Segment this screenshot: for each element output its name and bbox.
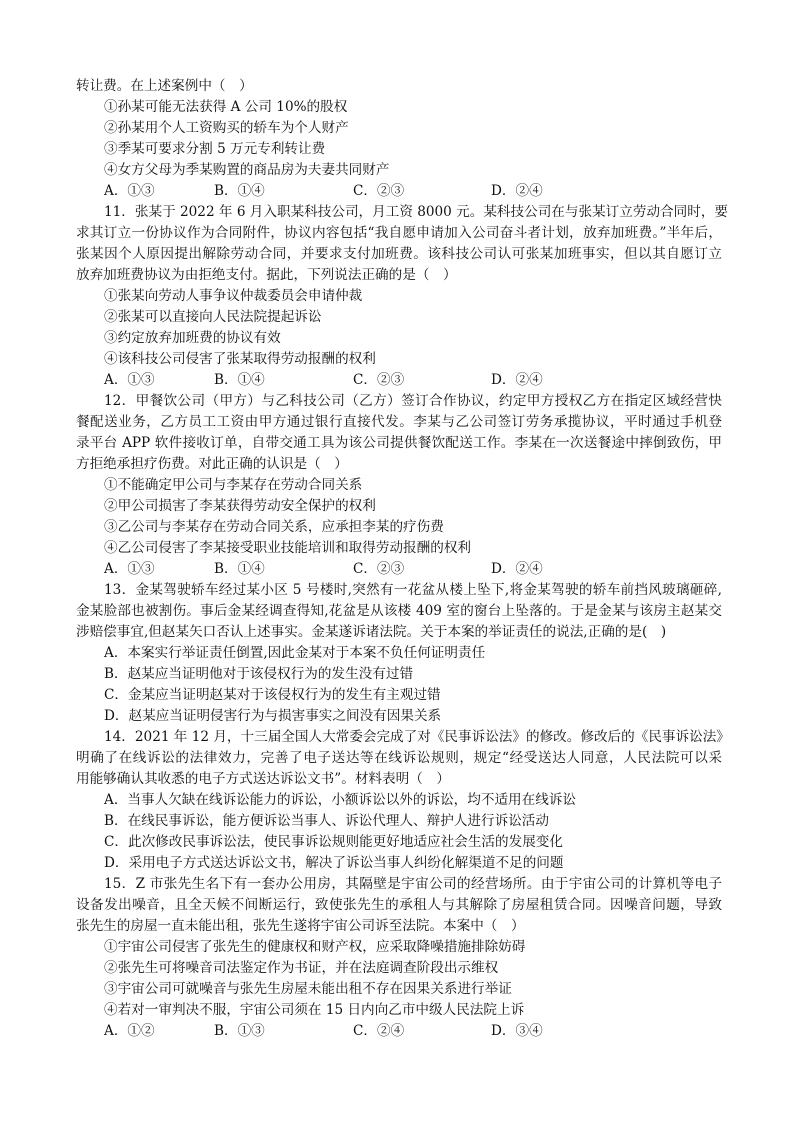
question-15-line-3: 张先生的房屋一直未能出租，张先生遂将宇宙公司诉至法院。本案中（ ） [76,918,525,934]
question-12-line-3: 录平台 APP 软件接收订单，自带交通工具为该公司提供餐饮配送工作。李某在一次送餐途中摔倒致伤，甲 [76,435,722,451]
question-11-option-3: ③约定放弃加班费的协议有效 [104,330,281,346]
question-15-option-4: ④若对一审判决不服，宇宙公司须在 15 日内向乙市中级人民法院上诉 [104,1002,525,1018]
question-10-option-4: ④女方父母为季某购置的商品房为夫妻共同财产 [104,162,390,178]
choice-d[interactable]: D．②④ [491,372,543,388]
question-14-option-d[interactable]: D．采用电子方式送达诉讼文书，解决了诉讼当事人纠纷化解渠道不足的问题 [104,855,564,871]
question-14-line-3: 用能够确认其收悉的电子方式送达诉讼文书”。材料表明（ ） [76,771,450,787]
choice-c[interactable]: C．②③ [353,183,405,199]
question-15-line-1: 15．Z 市张先生名下有一套办公用房，其隔壁是宇宙公司的经营场所。由于宇宙公司的计算机等电子 [104,876,722,892]
choice-a[interactable]: A．①③ [104,372,155,388]
question-14-option-b[interactable]: B．在线民事诉讼，能方便诉讼当事人、诉讼代理人、辩护人进行诉讼活动 [104,813,549,829]
choice-a[interactable]: A．①③ [104,561,155,577]
choice-c[interactable]: C．②③ [353,372,405,388]
question-11-line-4: 放弃加班费协议为由拒绝支付。据此，下列说法正确的是（ ） [76,267,457,283]
question-13-option-b[interactable]: B．赵某应当证明他对于该侵权行为的发生没有过错 [104,666,414,682]
question-13-line-3: 涉赔偿事宜,但赵某矢口否认上述事实。金某遂诉诸法院。关于本案的举证责任的说法,正确的是( ) [76,624,667,640]
choice-b[interactable]: B．①④ [214,561,265,577]
question-13-line-2: 金某脸部也被割伤。事后金某经调查得知,花盆是从该楼 409 室的窗台上坠落的。于是金某与该房主赵某交 [76,603,722,619]
question-12-option-1: ①不能确定甲公司与李某存在劳动合同关系 [104,477,363,493]
question-11-option-4: ④该科技公司侵害了张某取得劳动报酬的权利 [104,351,376,367]
question-11-option-2: ②张某可以直接向人民法院提起诉讼 [104,309,322,325]
question-12-line-4: 方拒绝承担疗伤费。对此正确的认识是（ ） [76,456,348,472]
choice-d[interactable]: D．③④ [491,1023,543,1039]
question-12-option-4: ④乙公司侵害了李某接受职业技能培训和取得劳动报酬的权利 [104,540,472,556]
question-14-option-a[interactable]: A．当事人欠缺在线诉讼能力的诉讼，小额诉讼以外的诉讼，均不适用在线诉讼 [104,792,577,808]
question-10-option-1: ①孙某可能无法获得 A 公司 10%的股权 [104,99,348,115]
choice-a[interactable]: A．①② [104,1023,155,1039]
question-14-line-2: 明确了在线诉讼的法律效力，完善了电子送达等在线诉讼规则，规定“经受送达人同意，人民法院可以采 [76,750,722,766]
question-13-line-1: 13．金某驾驶轿车经过某小区 5 号楼时,突然有一花盆从楼上坠下,将金某驾驶的轿车前挡风玻璃砸碎, [104,582,722,598]
question-15-option-3: ③宇宙公司可就噪音与张先生房屋未能出租不存在因果关系进行举证 [104,981,512,997]
question-14-option-c[interactable]: C．此次修改民事诉讼法，使民事诉讼规则能更好地适应社会生活的发展变化 [104,834,563,850]
question-10-option-2: ②孙某用个人工资购买的轿车为个人财产 [104,120,349,136]
choice-b[interactable]: B．①④ [214,372,265,388]
question-11-line-3: 张某因个人原因提出解除劳动合同，并要求支付加班费。该科技公司认可张某加班事实，但以其自愿订立 [76,246,722,262]
choice-b[interactable]: B．①③ [214,1023,265,1039]
question-13-option-d[interactable]: D．赵某应当证明侵害行为与损害事实之间没有因果关系 [104,708,442,724]
choice-b[interactable]: B．①④ [214,183,265,199]
question-15-line-2: 设备发出噪音，且全天候不间断运行，致使张先生的承租人与其解除了房屋租赁合同。因噪音问题，导致 [76,897,722,913]
question-10-stem-tail: 转让费。在上述案例中（ ） [76,78,253,94]
choice-d[interactable]: D．②④ [491,561,543,577]
question-11-line-2: 求其订立一份协议作为合同附件，协议内容包括“我自愿申请加入公司奋斗者计划，放弃加班费。”半年后， [76,225,722,241]
question-10-option-3: ③季某可要求分割 5 万元专利转让费 [104,141,326,157]
question-15-option-1: ①宇宙公司侵害了张先生的健康权和财产权，应采取降噪措施排除妨碍 [104,939,526,955]
question-14-line-1: 14．2021 年 12 月，十三届全国人大常委会完成了对《民事诉讼法》的修改。修改后的《民事诉讼法》 [104,729,730,745]
choice-c[interactable]: C．②③ [353,561,405,577]
question-12-option-2: ②甲公司损害了李某获得劳动安全保护的权利 [104,498,376,514]
question-11-line-1: 11．张某于 2022 年 6 月入职某科技公司，月工资 8000 元。某科技公司在与张某订立劳动合同时，要 [104,204,729,220]
question-15-option-2: ②张先生可将噪音司法鉴定作为书证，并在法庭调查阶段出示维权 [104,960,499,976]
choice-c[interactable]: C．②④ [353,1023,405,1039]
question-11-option-1: ①张某向劳动人事争议仲裁委员会申请仲裁 [104,288,363,304]
choice-a[interactable]: A．①③ [104,183,155,199]
question-13-option-c[interactable]: C．金某应当证明赵某对于该侵权行为的发生有主观过错 [104,687,441,703]
choice-d[interactable]: D．②④ [491,183,543,199]
question-13-option-a[interactable]: A．本案实行举证责任倒置,因此金某对于本案不负任何证明责任 [104,645,486,661]
question-12-option-3: ③乙公司与李某存在劳动合同关系，应承担李某的疗伤费 [104,519,444,535]
question-12-line-2: 餐配送业务，乙方员工工资由甲方通过银行直接代发。李某与乙公司签订劳务承揽协议，平时通过手机登 [76,414,722,430]
question-12-line-1: 12．甲餐饮公司（甲方）与乙科技公司（乙方）签订合作协议，约定甲方授权乙方在指定区域经营快 [104,393,722,409]
